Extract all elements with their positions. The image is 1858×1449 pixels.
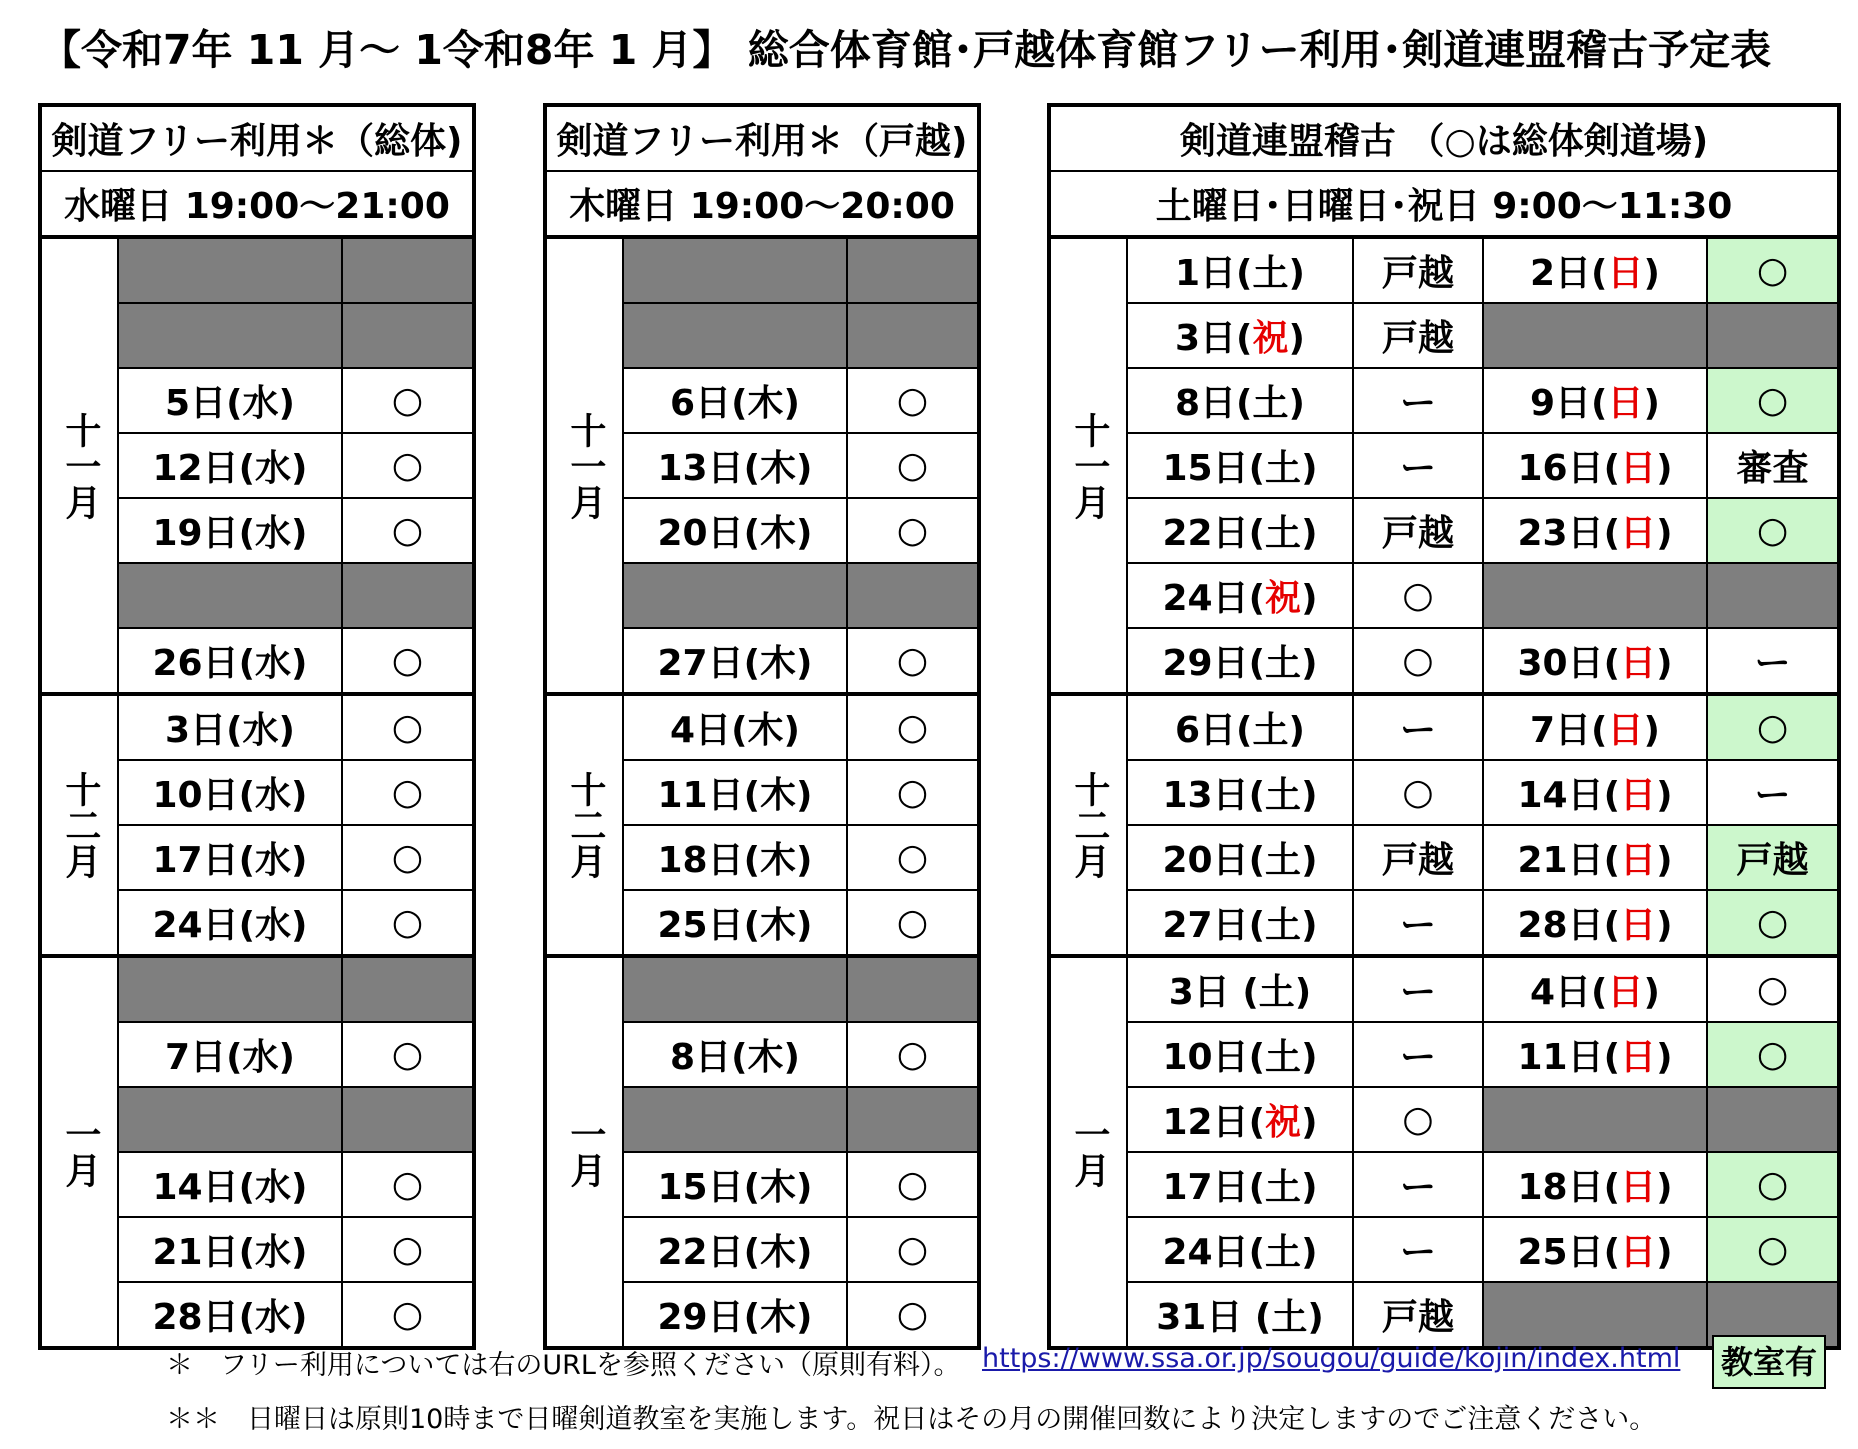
table-row — [1049, 1152, 1839, 1217]
sunday-mark-cell — [1707, 1087, 1839, 1152]
date-cell: 5日(水) — [118, 368, 342, 433]
saturday-mark-cell: 戸越 — [1353, 825, 1483, 890]
table-row — [1049, 303, 1839, 368]
date-number: 10日( — [1162, 1037, 1266, 1078]
date-cell: 21日(水) — [118, 1217, 342, 1282]
date-cell: 29日(木) — [623, 1282, 847, 1348]
date-number: 2日( — [1530, 253, 1608, 294]
date-cell: 20日(木) — [623, 498, 847, 563]
saturday-mark-cell: ー — [1353, 433, 1483, 498]
table-row — [1049, 1217, 1839, 1282]
day-of-week: 祝 — [1252, 318, 1289, 359]
time-range: 土曜日･日曜日･祝日 9:00～11:30 — [1049, 171, 1839, 237]
table-row — [1049, 433, 1839, 498]
day-of-week: 日 — [1607, 383, 1644, 424]
availability-cell: ○ — [847, 433, 979, 498]
availability-cell: ○ — [847, 1217, 979, 1282]
table-row — [545, 956, 979, 1022]
sunday-class-note: ＊＊ 日曜日は原則10時まで日曜剣道教室を実施します。祝日はその月の開催回数により決定しますのでご注意ください。 — [166, 1404, 1657, 1435]
availability-cell: ○ — [342, 433, 474, 498]
saturday-date-cell — [1127, 433, 1353, 498]
day-of-week: 土 — [1258, 972, 1295, 1013]
date-number: 11日( — [1517, 1037, 1621, 1078]
saturday-mark-cell: ○ — [1353, 628, 1483, 694]
date-number: 29日( — [1162, 643, 1266, 684]
saturday-date-cell — [1127, 956, 1353, 1022]
sunday-mark-cell: ○ — [1707, 1152, 1839, 1217]
close-paren: ) — [1301, 775, 1318, 816]
sunday-date-cell — [1483, 368, 1707, 433]
sunday-date-cell — [1483, 956, 1707, 1022]
close-paren: ) — [1288, 318, 1305, 359]
day-of-week: 土 — [1265, 905, 1302, 946]
saturday-mark-cell: ○ — [1353, 563, 1483, 628]
table-row — [545, 694, 979, 760]
availability-cell: ○ — [342, 694, 474, 760]
close-paren: ) — [1656, 1037, 1673, 1078]
date-cell: 27日(木) — [623, 628, 847, 694]
day-of-week: 土 — [1271, 1297, 1308, 1338]
saturday-mark-cell: ー — [1353, 368, 1483, 433]
sunday-mark-cell: ○ — [1707, 237, 1839, 303]
date-cell: 8日(木) — [623, 1022, 847, 1087]
sunday-mark-cell: ○ — [1707, 498, 1839, 563]
day-of-week: 日 — [1620, 840, 1657, 881]
date-number: 30日( — [1517, 643, 1621, 684]
close-paren: ) — [1656, 448, 1673, 489]
date-cell — [118, 1087, 342, 1152]
close-paren: ) — [1301, 1037, 1318, 1078]
date-cell: 15日(木) — [623, 1152, 847, 1217]
table-row — [40, 237, 474, 303]
close-paren: ) — [1656, 1232, 1673, 1273]
saturday-date-cell — [1127, 1152, 1353, 1217]
sunday-mark-cell: 審査 — [1707, 433, 1839, 498]
date-cell: 17日(水) — [118, 825, 342, 890]
availability-cell: ○ — [342, 368, 474, 433]
sunday-mark-cell: ○ — [1707, 890, 1839, 956]
close-paren: ) — [1301, 1167, 1318, 1208]
month-label: 十一月 — [545, 237, 623, 694]
close-paren: ) — [1288, 383, 1305, 424]
saturday-mark-cell: 戸越 — [1353, 498, 1483, 563]
date-number: 14日( — [1517, 775, 1621, 816]
saturday-date-cell — [1127, 1217, 1353, 1282]
date-cell — [118, 563, 342, 628]
date-number: 20日( — [1162, 840, 1266, 881]
date-number: 3日( — [1175, 318, 1253, 359]
date-cell — [118, 956, 342, 1022]
date-number: 16日( — [1517, 448, 1621, 489]
close-paren: ) — [1643, 383, 1660, 424]
availability-cell — [342, 1087, 474, 1152]
availability-cell: ○ — [342, 498, 474, 563]
saturday-date-cell — [1127, 825, 1353, 890]
saturday-date-cell — [1127, 760, 1353, 825]
availability-cell: ○ — [847, 760, 979, 825]
date-number: 27日( — [1162, 905, 1266, 946]
date-cell: 7日(水) — [118, 1022, 342, 1087]
table-title: 剣道フリー利用＊（戸越) — [545, 105, 979, 171]
close-paren: ) — [1301, 1232, 1318, 1273]
date-number: 1日( — [1175, 253, 1253, 294]
saturday-date-cell — [1127, 303, 1353, 368]
day-of-week: 日 — [1620, 1167, 1657, 1208]
availability-cell: ○ — [847, 1152, 979, 1217]
day-of-week: 日 — [1620, 1232, 1657, 1273]
availability-cell: ○ — [847, 825, 979, 890]
togoshi-free-table — [543, 103, 981, 1350]
day-of-week: 土 — [1265, 840, 1302, 881]
table-row — [1049, 563, 1839, 628]
sunday-mark-cell: ー — [1707, 628, 1839, 694]
date-cell — [623, 237, 847, 303]
day-of-week: 祝 — [1265, 1102, 1302, 1143]
sunday-date-cell — [1483, 1087, 1707, 1152]
date-number: 13日( — [1162, 775, 1266, 816]
saturday-mark-cell: ○ — [1353, 1087, 1483, 1152]
sunday-mark-cell: ー — [1707, 760, 1839, 825]
date-cell: 12日(水) — [118, 433, 342, 498]
month-label: 十一月 — [40, 237, 118, 694]
saturday-mark-cell: ○ — [1353, 760, 1483, 825]
close-paren: ) — [1643, 710, 1660, 751]
date-cell: 14日(水) — [118, 1152, 342, 1217]
saturday-date-cell — [1127, 498, 1353, 563]
close-paren: ) — [1301, 840, 1318, 881]
day-of-week: 土 — [1252, 383, 1289, 424]
page-title: 【令和7年 11 月～ 1令和8年 1 月】 総合体育館･戸越体育館フリー利用･剣道連盟稽古予定表 — [40, 26, 1772, 74]
saturday-mark-cell: ー — [1353, 1152, 1483, 1217]
close-paren: ) — [1301, 513, 1318, 554]
time-range: 水曜日 19:00～21:00 — [40, 171, 474, 237]
sunday-mark-cell: ○ — [1707, 368, 1839, 433]
sunday-date-cell — [1483, 1217, 1707, 1282]
close-paren: ) — [1656, 905, 1673, 946]
close-paren: ) — [1643, 972, 1660, 1013]
sunday-date-cell — [1483, 1152, 1707, 1217]
day-of-week: 土 — [1252, 253, 1289, 294]
close-paren: ) — [1656, 775, 1673, 816]
availability-cell: ○ — [847, 890, 979, 956]
date-number: 18日( — [1517, 1167, 1621, 1208]
table-row — [1049, 498, 1839, 563]
date-cell — [623, 303, 847, 368]
close-paren: ) — [1301, 448, 1318, 489]
sunday-date-cell — [1483, 890, 1707, 956]
day-of-week: 日 — [1620, 1037, 1657, 1078]
close-paren: ) — [1656, 643, 1673, 684]
date-cell: 13日(木) — [623, 433, 847, 498]
date-cell: 3日(水) — [118, 694, 342, 760]
sunday-date-cell — [1483, 628, 1707, 694]
availability-cell — [847, 563, 979, 628]
availability-cell: ○ — [342, 825, 474, 890]
class-legend: 教室有 — [1712, 1335, 1826, 1389]
saturday-date-cell — [1127, 1022, 1353, 1087]
day-of-week: 土 — [1265, 1037, 1302, 1078]
close-paren: ) — [1288, 253, 1305, 294]
date-number: 8日( — [1175, 383, 1253, 424]
date-number: 17日( — [1162, 1167, 1266, 1208]
date-number: 15日( — [1162, 448, 1266, 489]
close-paren: ) — [1656, 1167, 1673, 1208]
date-cell: 22日(木) — [623, 1217, 847, 1282]
table-row — [1049, 1022, 1839, 1087]
availability-cell: ○ — [847, 498, 979, 563]
sunday-mark-cell: ○ — [1707, 1217, 1839, 1282]
guide-url-link[interactable]: https://www.ssa.or.jp/sougou/guide/kojin/index.html — [982, 1343, 1681, 1374]
day-of-week: 日 — [1620, 513, 1657, 554]
date-cell — [118, 303, 342, 368]
date-cell — [623, 956, 847, 1022]
date-cell: 19日(水) — [118, 498, 342, 563]
availability-cell — [847, 1087, 979, 1152]
sunday-date-cell — [1483, 498, 1707, 563]
availability-cell: ○ — [342, 1217, 474, 1282]
table-row — [1049, 694, 1839, 760]
saturday-mark-cell: 戸越 — [1353, 1282, 1483, 1348]
sunday-mark-cell: 戸越 — [1707, 825, 1839, 890]
availability-cell — [342, 956, 474, 1022]
availability-cell — [847, 237, 979, 303]
date-cell: 18日(木) — [623, 825, 847, 890]
date-cell: 10日(水) — [118, 760, 342, 825]
table-row — [1049, 825, 1839, 890]
saturday-date-cell — [1127, 1087, 1353, 1152]
table-row — [1049, 760, 1839, 825]
day-of-week: 日 — [1620, 775, 1657, 816]
date-number: 9日( — [1530, 383, 1608, 424]
saturday-date-cell — [1127, 628, 1353, 694]
close-paren: ) — [1656, 840, 1673, 881]
table-row — [40, 694, 474, 760]
close-paren: ) — [1656, 513, 1673, 554]
close-paren: ) — [1288, 710, 1305, 751]
day-of-week: 日 — [1607, 253, 1644, 294]
date-number: 3日 ( — [1168, 972, 1259, 1013]
date-cell: 4日(木) — [623, 694, 847, 760]
month-label: 十一月 — [1049, 237, 1127, 694]
date-number: 24日( — [1162, 578, 1266, 619]
saturday-mark-cell: ー — [1353, 1217, 1483, 1282]
month-label: 一月 — [1049, 956, 1127, 1348]
day-of-week: 日 — [1607, 710, 1644, 751]
sunday-date-cell — [1483, 237, 1707, 303]
month-label: 十二月 — [40, 694, 118, 956]
sunday-date-cell — [1483, 825, 1707, 890]
sunday-date-cell — [1483, 694, 1707, 760]
date-cell: 28日(水) — [118, 1282, 342, 1348]
saturday-mark-cell: ー — [1353, 956, 1483, 1022]
date-number: 7日( — [1530, 710, 1608, 751]
month-label: 一月 — [40, 956, 118, 1348]
date-cell: 24日(水) — [118, 890, 342, 956]
day-of-week: 日 — [1607, 972, 1644, 1013]
availability-cell: ○ — [342, 628, 474, 694]
table-row — [1049, 628, 1839, 694]
availability-cell — [847, 303, 979, 368]
month-label: 一月 — [545, 956, 623, 1348]
table-row — [1049, 890, 1839, 956]
saturday-date-cell — [1127, 368, 1353, 433]
saturday-date-cell — [1127, 237, 1353, 303]
date-cell — [623, 563, 847, 628]
sunday-mark-cell: ○ — [1707, 956, 1839, 1022]
availability-cell: ○ — [847, 368, 979, 433]
availability-cell: ○ — [847, 694, 979, 760]
day-of-week: 土 — [1252, 710, 1289, 751]
sunday-mark-cell: ○ — [1707, 1022, 1839, 1087]
sunday-date-cell — [1483, 433, 1707, 498]
sunday-date-cell — [1483, 760, 1707, 825]
day-of-week: 日 — [1620, 905, 1657, 946]
sunday-date-cell — [1483, 1282, 1707, 1348]
date-cell: 26日(水) — [118, 628, 342, 694]
close-paren: ) — [1301, 905, 1318, 946]
availability-cell: ○ — [847, 1282, 979, 1348]
saturday-mark-cell: 戸越 — [1353, 303, 1483, 368]
day-of-week: 日 — [1620, 448, 1657, 489]
date-number: 23日( — [1517, 513, 1621, 554]
date-number: 24日( — [1162, 1232, 1266, 1273]
sunday-mark-cell — [1707, 303, 1839, 368]
day-of-week: 土 — [1265, 448, 1302, 489]
close-paren: ) — [1307, 1297, 1324, 1338]
table-row — [1049, 237, 1839, 303]
table-row — [40, 956, 474, 1022]
day-of-week: 土 — [1265, 775, 1302, 816]
saturday-mark-cell: ー — [1353, 1022, 1483, 1087]
month-label: 十二月 — [1049, 694, 1127, 956]
table-title: 剣道フリー利用＊（総体) — [40, 105, 474, 171]
date-cell: 11日(木) — [623, 760, 847, 825]
day-of-week: 土 — [1265, 513, 1302, 554]
availability-cell: ○ — [342, 1022, 474, 1087]
close-paren: ) — [1643, 253, 1660, 294]
table-row — [1049, 368, 1839, 433]
free-use-note: ＊ フリー利用については右のURLを参照ください（原則有料）。 — [166, 1350, 961, 1381]
renmei-practice-table — [1047, 103, 1841, 1350]
date-number: 4日( — [1530, 972, 1608, 1013]
date-number: 22日( — [1162, 513, 1266, 554]
availability-cell — [847, 956, 979, 1022]
saturday-mark-cell: ー — [1353, 890, 1483, 956]
sunday-mark-cell — [1707, 563, 1839, 628]
day-of-week: 土 — [1265, 1167, 1302, 1208]
close-paren: ) — [1301, 643, 1318, 684]
date-number: 6日( — [1175, 710, 1253, 751]
sunday-date-cell — [1483, 563, 1707, 628]
availability-cell: ○ — [847, 628, 979, 694]
saturday-mark-cell: 戸越 — [1353, 237, 1483, 303]
saturday-date-cell — [1127, 890, 1353, 956]
sunday-mark-cell: ○ — [1707, 694, 1839, 760]
day-of-week: 土 — [1265, 643, 1302, 684]
table-row — [1049, 1087, 1839, 1152]
close-paren: ) — [1301, 1102, 1318, 1143]
date-number: 12日( — [1162, 1102, 1266, 1143]
date-number: 21日( — [1517, 840, 1621, 881]
table-row — [1049, 956, 1839, 1022]
date-cell: 6日(木) — [623, 368, 847, 433]
availability-cell: ○ — [847, 1022, 979, 1087]
availability-cell: ○ — [342, 1282, 474, 1348]
close-paren: ) — [1294, 972, 1312, 1013]
availability-cell: ○ — [342, 760, 474, 825]
sunday-date-cell — [1483, 1022, 1707, 1087]
saturday-mark-cell: ー — [1353, 694, 1483, 760]
availability-cell — [342, 303, 474, 368]
saturday-date-cell — [1127, 1282, 1353, 1348]
sunday-date-cell — [1483, 303, 1707, 368]
day-of-week: 日 — [1620, 643, 1657, 684]
date-number: 28日( — [1517, 905, 1621, 946]
saturday-date-cell — [1127, 563, 1353, 628]
date-number: 31日 ( — [1156, 1297, 1272, 1338]
availability-cell — [342, 237, 474, 303]
date-number: 25日( — [1517, 1232, 1621, 1273]
availability-cell: ○ — [342, 890, 474, 956]
saturday-date-cell — [1127, 694, 1353, 760]
day-of-week: 祝 — [1265, 578, 1302, 619]
date-cell: 25日(木) — [623, 890, 847, 956]
availability-cell: ○ — [342, 1152, 474, 1217]
day-of-week: 土 — [1265, 1232, 1302, 1273]
time-range: 木曜日 19:00～20:00 — [545, 171, 979, 237]
date-cell — [623, 1087, 847, 1152]
month-label: 十二月 — [545, 694, 623, 956]
table-row — [545, 237, 979, 303]
close-paren: ) — [1301, 578, 1318, 619]
availability-cell — [342, 563, 474, 628]
date-cell — [118, 237, 342, 303]
sogo-free-table — [38, 103, 476, 1350]
table-title: 剣道連盟稽古 （○は総体剣道場) — [1049, 105, 1839, 171]
